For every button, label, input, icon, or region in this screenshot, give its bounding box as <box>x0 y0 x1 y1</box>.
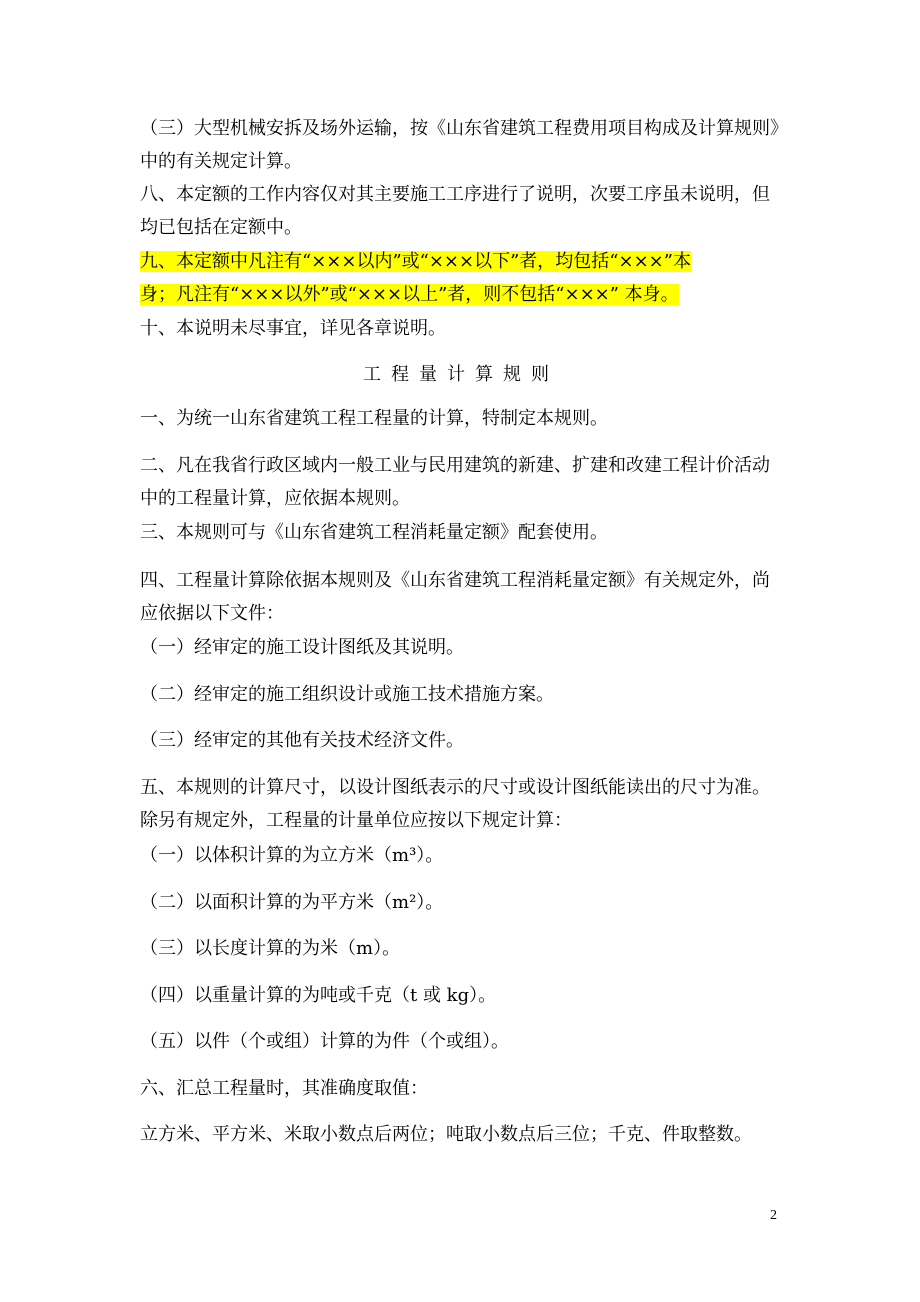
paragraph-line: 十、本说明未尽事宜，详见各章说明。 <box>140 318 446 339</box>
paragraph-line: （五）以件（个或组）计算的为件（个或组）。 <box>140 1031 509 1052</box>
paragraph-line: （三）以长度计算的为米（m）。 <box>140 938 401 959</box>
paragraph-eight <box>140 178 782 244</box>
rule-item-5-2 <box>140 886 782 919</box>
paragraph-line: 除另有规定外，工程量的计量单位应按以下规定计算： <box>140 810 572 831</box>
paragraph-line: 四、工程量计算除依据本规则及《山东省建筑工程消耗量定额》有关规定外，尚 <box>140 570 770 591</box>
paragraph-line: 六、汇总工程量时，其准确度取值： <box>140 1078 428 1099</box>
rule-item-5-5 <box>140 1025 782 1058</box>
rule-item-6-1 <box>140 1118 782 1151</box>
paragraph-line <box>140 245 782 278</box>
rule-item-4-3 <box>140 724 782 757</box>
rule-item-5-4 <box>140 979 782 1012</box>
rule-paragraph-5 <box>140 771 782 837</box>
paragraph-large-machinery <box>140 112 788 178</box>
paragraph-line: 一、为统一山东省建筑工程工程量的计算，特制定本规则。 <box>140 408 608 429</box>
paragraph-line: 立方米、平方米、米取小数点后两位；吨取小数点后三位；千克、件取整数。 <box>140 1124 752 1145</box>
rule-item-5-3 <box>140 932 782 965</box>
rule-paragraph-2 <box>140 449 782 515</box>
paragraph-line: 均已包括在定额中。 <box>140 217 302 238</box>
highlighted-text: 九、本定额中凡注有“×××以内”或“×××以下”者，均包括“×××”本 <box>140 251 691 272</box>
paragraph-line: （三）大型机械安拆及场外运输，按《山东省建筑工程费用项目构成及计算规则》 <box>140 118 788 139</box>
paragraph-line: 三、本规则可与《山东省建筑工程消耗量定额》配套使用。 <box>140 522 608 543</box>
rule-paragraph-6 <box>140 1072 782 1105</box>
paragraph-line: （四）以重量计算的为吨或千克（t 或 kg）。 <box>140 985 497 1006</box>
page-number: 2 <box>770 1208 777 1223</box>
paragraph-line: （一）经审定的施工设计图纸及其说明。 <box>140 637 464 658</box>
paragraph-nine-highlighted <box>140 245 782 311</box>
paragraph-ten <box>140 312 782 345</box>
paragraph-line: 二、凡在我省行政区域内一般工业与民用建筑的新建、扩建和改建工程计价活动 <box>140 455 770 476</box>
rule-item-5-1 <box>140 839 782 872</box>
rule-item-4-1 <box>140 631 782 664</box>
section-heading: 工程量计算规则 <box>363 364 559 385</box>
paragraph-line: 八、本定额的工作内容仅对其主要施工工序进行了说明，次要工序虽未说明，但 <box>140 184 770 205</box>
paragraph-line <box>140 278 782 311</box>
paragraph-line: （一）以体积计算的为立方米（m³）。 <box>140 845 444 866</box>
paragraph-line: 应依据以下文件： <box>140 603 284 624</box>
paragraph-line: （二）经审定的施工组织设计或施工技术措施方案。 <box>140 684 554 705</box>
highlighted-text: 身；凡注有“×××以外”或“×××以上”者，则不包括“×××” 本身。 <box>140 284 679 305</box>
rule-paragraph-3 <box>140 516 782 549</box>
paragraph-line: （二）以面积计算的为平方米（m²）。 <box>140 892 444 913</box>
rule-paragraph-4 <box>140 564 782 630</box>
rule-item-4-2 <box>140 678 782 711</box>
paragraph-line: 中的工程量计算，应依据本规则。 <box>140 488 410 509</box>
paragraph-line: 五、本规则的计算尺寸，以设计图纸表示的尺寸或设计图纸能读出的尺寸为准。 <box>140 777 770 798</box>
rule-paragraph-1 <box>140 402 782 435</box>
paragraph-line: （三）经审定的其他有关技术经济文件。 <box>140 730 464 751</box>
paragraph-line: 中的有关规定计算。 <box>140 151 302 172</box>
